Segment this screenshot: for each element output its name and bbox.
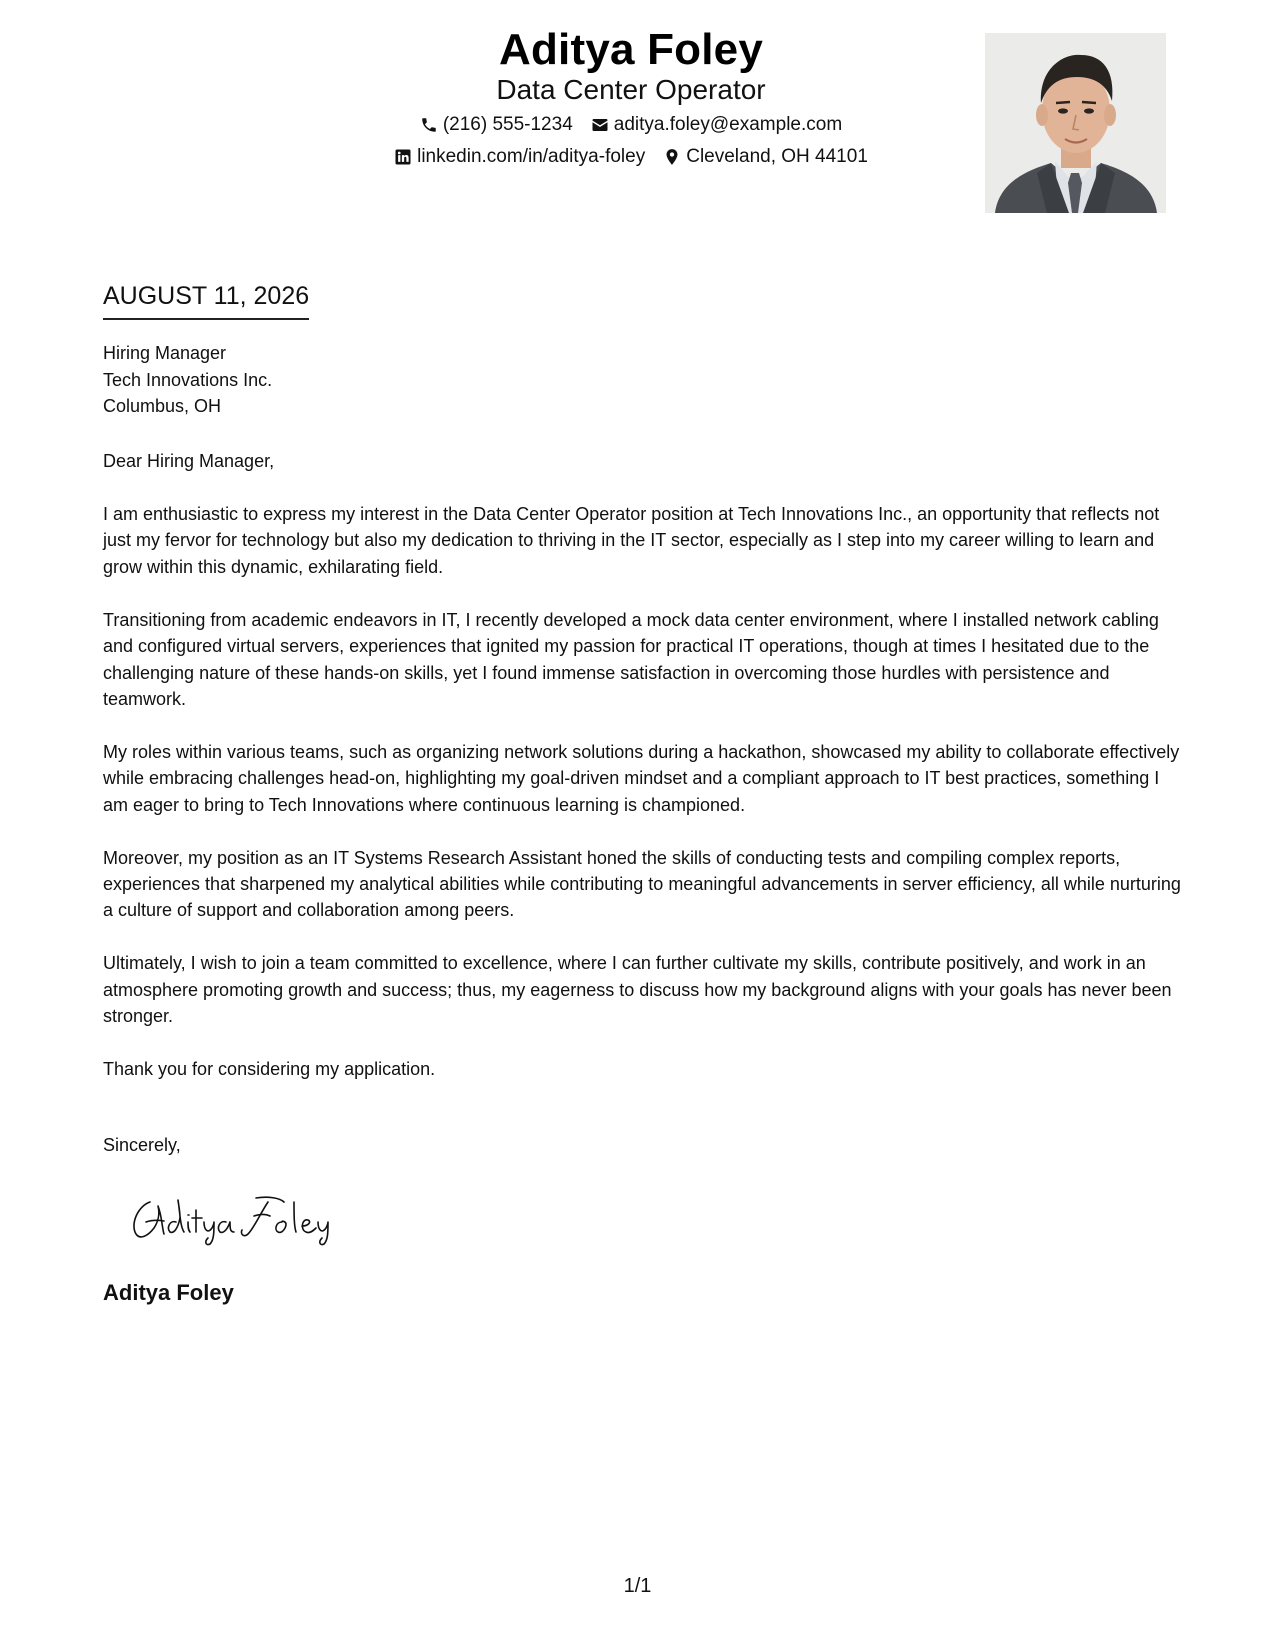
body-paragraph: Ultimately, I wish to join a team committed to excellence, where I can further cultivate my skills, contribute positively, and work in an atmosphere promoting growth and success; thus, my eagerness to discuss how my background aligns with your goals has never been stronger. xyxy=(103,953,1172,1027)
phone-icon xyxy=(420,116,438,134)
closing: Sincerely, xyxy=(103,1135,181,1155)
body-paragraph: My roles within various teams, such as organizing network solutions during a hackathon, showcased my ability to collaborate effectively while embracing challenges head-on, highlighting my goal-driven mindset and a compliant approach to IT best practices, something I am eager to bring to Tech Innovations where continuous learning is championed. xyxy=(103,741,1180,815)
email-address: aditya.foley@example.com xyxy=(613,114,843,135)
recipient-line: Hiring Manager xyxy=(103,343,227,363)
body-paragraph: Thank you for considering my application. xyxy=(103,1059,436,1079)
salutation: Dear Hiring Manager, xyxy=(103,451,275,471)
phone-number: (216) 555-1234 xyxy=(442,114,573,135)
body-paragraph: Transitioning from academic endeavors in IT, I recently developed a mock data center environment, where I installed network cabling and configured virtual servers, experiences that ignited my passion for practical IT operations, though at times I hesitated due to the challenging nature of these hands-on skills, yet I found immense satisfaction in overcoming those hurdles with persistence and teamwork. xyxy=(103,609,1159,709)
applicant-name: Aditya Foley xyxy=(498,25,763,74)
recipient-line: Tech Innovations Inc. xyxy=(103,369,273,390)
handwritten-signature xyxy=(128,1188,348,1248)
contact-linkedin xyxy=(394,144,645,170)
profile-photo xyxy=(985,33,1166,213)
signed-name: Aditya Foley xyxy=(103,1280,234,1305)
body-paragraph: I am enthusiastic to express my interest in the Data Center Operator position at Tech Innovations Inc., an opportunity that reflects not just my fervor for technology but also my dedication to thriving in the IT sector, especially as I step into my career willing to learn and grow within this dynamic, exhilarating field. xyxy=(103,504,1160,577)
letter-date: AUGUST 11, 2026 xyxy=(103,280,309,320)
envelope-icon xyxy=(591,116,609,134)
letter-header xyxy=(0,0,1275,220)
page-number: 1/1 xyxy=(623,1575,652,1597)
contact-email xyxy=(591,112,842,138)
recipient-line: Columbus, OH xyxy=(103,396,222,416)
job-title: Data Center Operator xyxy=(496,74,766,105)
linkedin-url: linkedin.com/in/aditya-foley xyxy=(417,146,646,167)
map-marker-icon xyxy=(663,148,681,166)
letter-body xyxy=(103,501,1183,1109)
linkedin-icon xyxy=(394,148,412,166)
contact-phone xyxy=(420,112,573,138)
body-paragraph: Moreover, my position as an IT Systems Research Assistant honed the skills of conducting tests and compiling complex reports, experiences that sharpened my analytical abilities while contributing to meaningful advancements in server efficiency, all while nurturing a culture of support and collaboration among peers. xyxy=(103,847,1181,921)
recipient-block xyxy=(103,340,272,420)
location-text: Cleveland, OH 44101 xyxy=(686,146,868,167)
contact-location xyxy=(663,144,868,170)
